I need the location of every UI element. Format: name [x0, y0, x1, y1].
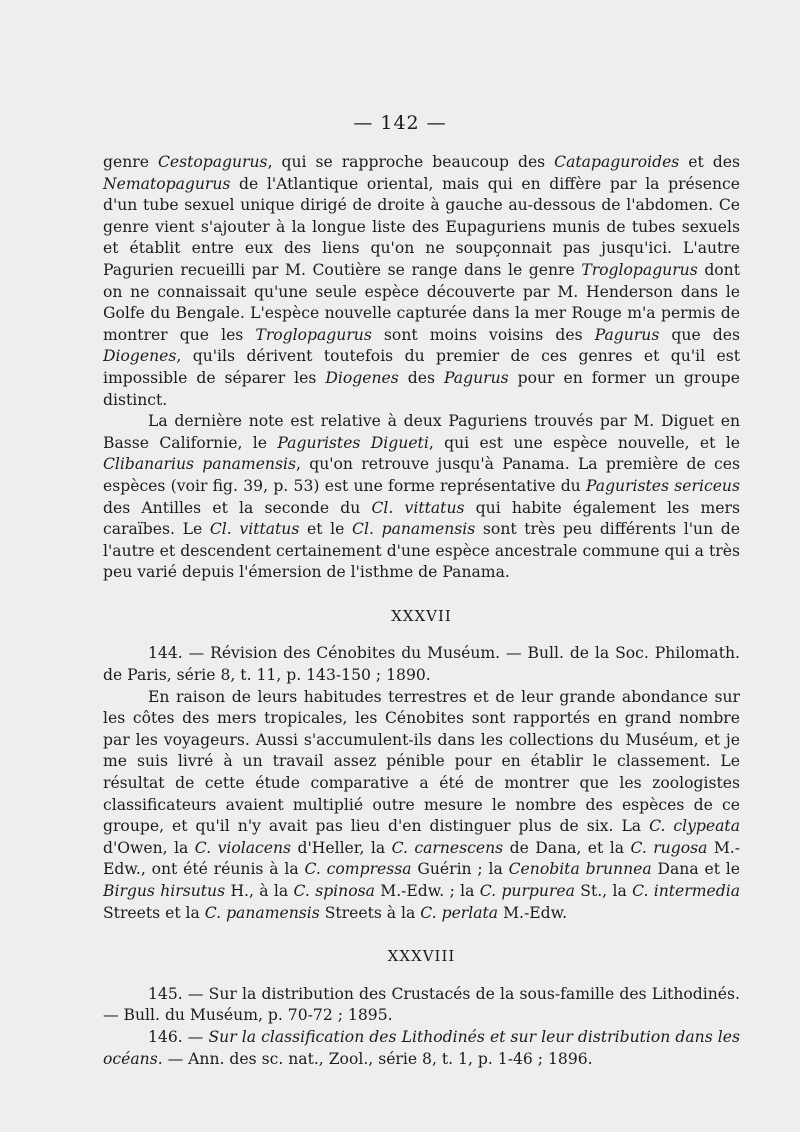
bibliographic-reference: 144. — Révision des Cénobites du Muséum. — Bull. de la Soc. Philomath. de Paris, série 8, t. 11, p. 143-150 ; 1890.: [103, 644, 740, 685]
paragraph: La dernière note est relative à deux Paguriens trouvés par M. Diguet en Basse Californie, le Paguristes Digueti, qui est une espèce nouvelle, et le Clibanarius panamensis, qu'on retrouve jusqu'à Panama. La première de ces espèces (voir fig. 39, p. 53) est une forme représentative du Paguristes sericeus des Antilles et la seconde du Cl. vittatus qui habite également les mers caraïbes. Le Cl. vittatus et le Cl. panamensis sont très peu différents l'un de l'autre et descendent certainement d'une espèce ancestrale commune qui a très peu varié depuis l'émersion de l'isthme de Panama.: [103, 412, 741, 582]
paragraph: En raison de leurs habitudes terrestres et de leur grande abondance sur les côtes des mers tropicales, les Cénobites sont rapportés en grand nombre par les voyageurs. Aussi s'accumulent-ils dans les collections du Muséum, et je me suis livré à un travail assez pénible pour en établir le classement. Le résultat de cette étude comparative a été de montrer que les zoologistes classificateurs avaient multiplié outre mesure le nombre des espèces de ce groupe, et qu'il n'y avait pas lieu d'en distinguer plus de six. La C. clypeata d'Owen, la C. violacens d'Heller, la C. carnescens de Dana, et la C. rugosa M.-Edw., ont été réunis à la C. compressa Guérin ; la Cenobita brunnea Dana et le Birgus hirsutus H., à la C. spinosa M.-Edw. ; la C. purpurea St., la C. intermedia Streets et la C. panamensis Streets à la C. perlata M.-Edw.: [103, 687, 741, 922]
page-number: — 142 —: [353, 112, 447, 134]
paragraph: genre Cestopagurus, qui se rapproche beaucoup des Catapaguroides et des Nematopagurus de l'Atlantique oriental, mais qui en diffère par la présence d'un tube sexuel unique dirigé de droite à gauche au-dessous de l'abdomen. Ce genre vient s'ajouter à la longue liste des Eupaguriens munis de tubes sexuels et établit entre eux des liens qu'on ne soupçonnait pas jusqu'ici. L'autre Pagurien recueilli par M. Coutière se range dans le genre Troglopagurus dont on ne connaissait qu'une seule espèce découverte par M. Henderson dans le Golfe du Bengale. L'espèce nouvelle capturée dans la mer Rouge m'a permis de montrer que les Troglopagurus sont moins voisins des Pagurus que des Diogenes, qu'ils dérivent toutefois du premier de ces genres et qu'il est impossible de séparer les Diogenes des Pagurus pour en former un groupe distinct.: [103, 153, 741, 409]
page-body: [103, 152, 740, 1070]
section-heading: XXXVII: [391, 606, 452, 625]
section-heading: XXXVIII: [387, 947, 456, 966]
bibliographic-reference: 145. — Sur la distribution des Crustacés de la sous-famille des Lithodinés. — Bull. du Muséum, p. 70-72 ; 1895.: [103, 984, 740, 1025]
bibliographic-reference: 146. — Sur la classification des Lithodinés et sur leur distribution dans les océans. — Ann. des sc. nat., Zool., série 8, t. 1, p. 1-46 ; 1896.: [103, 1027, 741, 1068]
